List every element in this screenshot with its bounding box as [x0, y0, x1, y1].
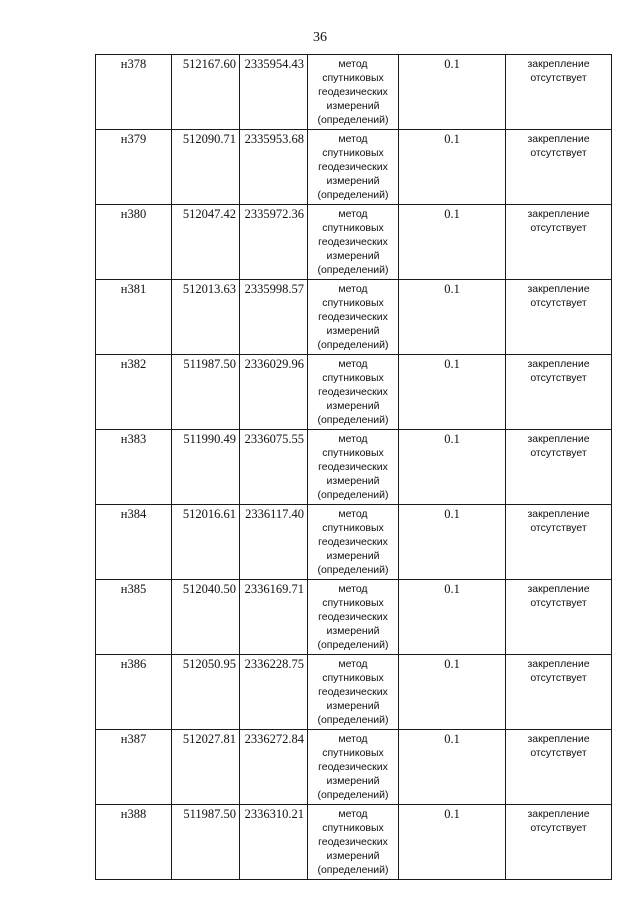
- point-id-cell: н387: [96, 730, 172, 805]
- method-cell: [308, 580, 399, 655]
- method-text-line: спутниковых: [322, 222, 384, 234]
- y-coordinate-cell: 2336029.96: [240, 355, 308, 430]
- fixation-text-line: закрепление: [527, 508, 590, 520]
- fixation-text-line: закрепление: [527, 733, 590, 745]
- method-text-line: (определений): [317, 864, 389, 876]
- y-coordinate-cell: 2336169.71: [240, 580, 308, 655]
- method-text-line: геодезических: [318, 761, 388, 773]
- method-text-line: метод: [338, 433, 368, 445]
- y-coordinate-cell: 2336117.40: [240, 505, 308, 580]
- method-text-line: измерений: [326, 775, 380, 787]
- y-coordinate-cell: 2335998.57: [240, 280, 308, 355]
- fixation-cell: [506, 580, 612, 655]
- method-cell: [308, 805, 399, 880]
- fixation-cell: [506, 805, 612, 880]
- method-text-line: геодезических: [318, 86, 388, 98]
- accuracy-cell: 0.1: [399, 805, 506, 880]
- fixation-cell: [506, 205, 612, 280]
- x-coordinate-cell: 512040.50: [172, 580, 240, 655]
- method-text-line: (определений): [317, 264, 389, 276]
- y-coordinate-cell: 2335954.43: [240, 55, 308, 130]
- method-text-line: спутниковых: [322, 672, 384, 684]
- method-text-line: метод: [338, 58, 368, 70]
- method-text-line: измерений: [326, 400, 380, 412]
- method-text-line: геодезических: [318, 236, 388, 248]
- method-cell: [308, 730, 399, 805]
- point-id-cell: н388: [96, 805, 172, 880]
- fixation-text-line: отсутствует: [530, 147, 587, 159]
- fixation-text-line: закрепление: [527, 358, 590, 370]
- x-coordinate-cell: 512090.71: [172, 130, 240, 205]
- method-text-line: измерений: [326, 700, 380, 712]
- method-text-line: спутниковых: [322, 822, 384, 834]
- method-cell: [308, 55, 399, 130]
- method-text-line: измерений: [326, 100, 380, 112]
- method-text-line: метод: [338, 283, 368, 295]
- method-text-line: измерений: [326, 850, 380, 862]
- method-text-line: метод: [338, 508, 368, 520]
- accuracy-cell: 0.1: [399, 505, 506, 580]
- method-text-line: геодезических: [318, 161, 388, 173]
- fixation-text-line: закрепление: [527, 583, 590, 595]
- method-text-line: измерений: [326, 250, 380, 262]
- fixation-text-line: закрепление: [527, 208, 590, 220]
- fixation-text-line: закрепление: [527, 283, 590, 295]
- point-id-cell: н378: [96, 55, 172, 130]
- point-id-cell: н383: [96, 430, 172, 505]
- method-text-line: (определений): [317, 714, 389, 726]
- table-row: [96, 505, 612, 580]
- method-text-line: (определений): [317, 414, 389, 426]
- y-coordinate-cell: 2335972.36: [240, 205, 308, 280]
- y-coordinate-cell: 2336272.84: [240, 730, 308, 805]
- fixation-text-line: отсутствует: [530, 447, 587, 459]
- point-id-cell: н382: [96, 355, 172, 430]
- method-text-line: измерений: [326, 550, 380, 562]
- method-text-line: измерений: [326, 325, 380, 337]
- fixation-text-line: отсутствует: [530, 72, 587, 84]
- x-coordinate-cell: 512027.81: [172, 730, 240, 805]
- method-text-line: геодезических: [318, 536, 388, 548]
- point-id-cell: н384: [96, 505, 172, 580]
- accuracy-cell: 0.1: [399, 55, 506, 130]
- table-row: [96, 655, 612, 730]
- fixation-text-line: закрепление: [527, 58, 590, 70]
- table-row: [96, 355, 612, 430]
- x-coordinate-cell: 511987.50: [172, 355, 240, 430]
- accuracy-cell: 0.1: [399, 130, 506, 205]
- x-coordinate-cell: 512016.61: [172, 505, 240, 580]
- fixation-text-line: отсутствует: [530, 672, 587, 684]
- point-id-cell: н381: [96, 280, 172, 355]
- method-text-line: геодезических: [318, 686, 388, 698]
- method-text-line: (определений): [317, 564, 389, 576]
- method-cell: [308, 130, 399, 205]
- method-text-line: спутниковых: [322, 522, 384, 534]
- point-id-cell: н386: [96, 655, 172, 730]
- method-text-line: спутниковых: [322, 447, 384, 459]
- x-coordinate-cell: 512167.60: [172, 55, 240, 130]
- table-body: [96, 55, 612, 880]
- coordinates-table: [95, 54, 612, 880]
- method-text-line: (определений): [317, 189, 389, 201]
- fixation-cell: [506, 280, 612, 355]
- fixation-cell: [506, 655, 612, 730]
- fixation-cell: [506, 55, 612, 130]
- table-row: [96, 205, 612, 280]
- method-text-line: метод: [338, 658, 368, 670]
- method-cell: [308, 280, 399, 355]
- method-text-line: (определений): [317, 639, 389, 651]
- method-text-line: спутниковых: [322, 297, 384, 309]
- table-row: [96, 280, 612, 355]
- table-row: [96, 805, 612, 880]
- method-text-line: метод: [338, 808, 368, 820]
- method-cell: [308, 505, 399, 580]
- method-text-line: (определений): [317, 489, 389, 501]
- method-cell: [308, 430, 399, 505]
- accuracy-cell: 0.1: [399, 280, 506, 355]
- accuracy-cell: 0.1: [399, 205, 506, 280]
- y-coordinate-cell: 2335953.68: [240, 130, 308, 205]
- fixation-text-line: закрепление: [527, 433, 590, 445]
- x-coordinate-cell: 512013.63: [172, 280, 240, 355]
- fixation-cell: [506, 430, 612, 505]
- fixation-cell: [506, 505, 612, 580]
- accuracy-cell: 0.1: [399, 355, 506, 430]
- y-coordinate-cell: 2336228.75: [240, 655, 308, 730]
- method-text-line: метод: [338, 208, 368, 220]
- table-row: [96, 430, 612, 505]
- method-text-line: (определений): [317, 114, 389, 126]
- point-id-cell: н379: [96, 130, 172, 205]
- method-text-line: метод: [338, 583, 368, 595]
- fixation-cell: [506, 130, 612, 205]
- fixation-cell: [506, 730, 612, 805]
- method-cell: [308, 355, 399, 430]
- x-coordinate-cell: 512047.42: [172, 205, 240, 280]
- fixation-text-line: отсутствует: [530, 822, 587, 834]
- accuracy-cell: 0.1: [399, 580, 506, 655]
- fixation-text-line: закрепление: [527, 658, 590, 670]
- fixation-text-line: отсутствует: [530, 372, 587, 384]
- method-text-line: измерений: [326, 625, 380, 637]
- method-text-line: измерений: [326, 175, 380, 187]
- method-text-line: геодезических: [318, 461, 388, 473]
- x-coordinate-cell: 511987.50: [172, 805, 240, 880]
- x-coordinate-cell: 512050.95: [172, 655, 240, 730]
- accuracy-cell: 0.1: [399, 655, 506, 730]
- method-text-line: измерений: [326, 475, 380, 487]
- accuracy-cell: 0.1: [399, 730, 506, 805]
- table-row: [96, 130, 612, 205]
- table-row: [96, 730, 612, 805]
- point-id-cell: н380: [96, 205, 172, 280]
- fixation-text-line: отсутствует: [530, 297, 587, 309]
- y-coordinate-cell: 2336075.55: [240, 430, 308, 505]
- method-text-line: геодезических: [318, 386, 388, 398]
- page-number: 36: [313, 30, 327, 45]
- method-text-line: метод: [338, 133, 368, 145]
- method-text-line: спутниковых: [322, 597, 384, 609]
- method-text-line: спутниковых: [322, 72, 384, 84]
- table-row: [96, 55, 612, 130]
- method-text-line: геодезических: [318, 311, 388, 323]
- method-text-line: (определений): [317, 789, 389, 801]
- fixation-text-line: отсутствует: [530, 597, 587, 609]
- method-text-line: спутниковых: [322, 747, 384, 759]
- table-row: [96, 580, 612, 655]
- y-coordinate-cell: 2336310.21: [240, 805, 308, 880]
- point-id-cell: н385: [96, 580, 172, 655]
- fixation-text-line: закрепление: [527, 133, 590, 145]
- method-text-line: метод: [338, 358, 368, 370]
- method-text-line: геодезических: [318, 611, 388, 623]
- method-cell: [308, 205, 399, 280]
- fixation-text-line: отсутствует: [530, 222, 587, 234]
- method-cell: [308, 655, 399, 730]
- fixation-text-line: отсутствует: [530, 522, 587, 534]
- method-text-line: метод: [338, 733, 368, 745]
- fixation-cell: [506, 355, 612, 430]
- accuracy-cell: 0.1: [399, 430, 506, 505]
- method-text-line: геодезических: [318, 836, 388, 848]
- method-text-line: спутниковых: [322, 372, 384, 384]
- fixation-text-line: закрепление: [527, 808, 590, 820]
- x-coordinate-cell: 511990.49: [172, 430, 240, 505]
- method-text-line: спутниковых: [322, 147, 384, 159]
- method-text-line: (определений): [317, 339, 389, 351]
- fixation-text-line: отсутствует: [530, 747, 587, 759]
